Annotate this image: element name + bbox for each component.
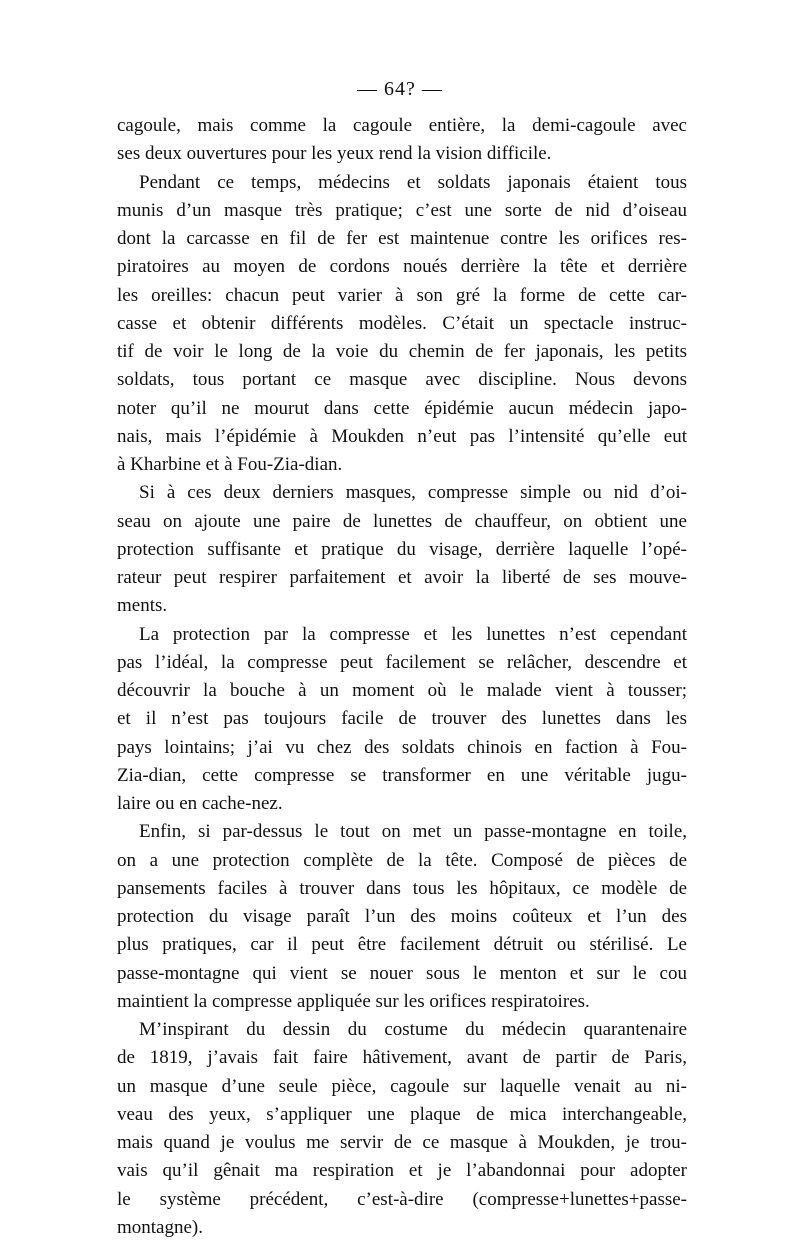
text-line: La protection par la compresse et les lunettes n’est cependant bbox=[139, 623, 687, 645]
text-line: seau on ajoute une paire de lunettes de chauffeur, on obtient une bbox=[117, 510, 687, 532]
text-line: Enfin, si par-dessus le tout on met un passe-montagne en toile, bbox=[139, 821, 687, 843]
text-line: protection suffisante et pratique du visage, derrière laquelle l’opé- bbox=[117, 538, 687, 560]
text-line: munis d’un masque très pratique; c’est une sorte de nid d’oiseau bbox=[117, 199, 687, 221]
text-line: pansements faciles à trouver dans tous les hôpitaux, ce modèle de bbox=[117, 877, 687, 899]
text-line: tif de voir le long de la voie du chemin de fer japonais, les petits bbox=[117, 341, 687, 362]
text-line: Pendant ce temps, médecins et soldats japonais étaient tous bbox=[139, 171, 687, 193]
text-line: pas l’idéal, la compresse peut facilement se relâcher, descendre et bbox=[117, 651, 687, 673]
text-line: Si à ces deux derniers masques, compresse simple ou nid d’oi- bbox=[139, 482, 687, 504]
text-line: protection du visage paraît l’un des moins coûteux et l’un des bbox=[117, 906, 687, 927]
text-line: mais quand je voulus me servir de ce masque à Moukden, je trou- bbox=[117, 1132, 687, 1153]
text-line: et il n’est pas toujours facile de trouver des lunettes dans les bbox=[117, 708, 687, 730]
text-line: ments. bbox=[117, 595, 168, 617]
text-line: soldats, tous portant ce masque avec discipline. Nous devons bbox=[117, 369, 687, 391]
text-line: passe-montagne qui vient se nouer sous le menton et sur le cou bbox=[117, 962, 687, 984]
text-line: on a une protection complète de la tête. Composé de pièces de bbox=[117, 849, 687, 871]
body-text bbox=[117, 112, 687, 1242]
text-line: cagoule, mais comme la cagoule entière, la demi-cagoule avec bbox=[117, 115, 687, 136]
text-line: plus pratiques, car il peut être facilement détruit ou stérilisé. Le bbox=[117, 934, 687, 956]
page-number: — 64? — bbox=[357, 78, 443, 100]
text-line: dont la carcasse en fil de fer est maintenue contre les orifices res- bbox=[117, 228, 687, 249]
text-line: nais, mais l’épidémie à Moukden n’eut pas l’intensité qu’elle eut bbox=[117, 425, 687, 447]
text-line: noter qu’il ne mourut dans cette épidémie aucun médecin japo- bbox=[117, 397, 687, 419]
text-line: ses deux ouvertures pour les yeux rend la vision difficile. bbox=[117, 143, 552, 165]
text-line: laire ou en cache-nez. bbox=[117, 793, 283, 814]
text-line: les oreilles: chacun peut varier à son gré la forme de cette car- bbox=[117, 284, 687, 306]
text-line: piratoires au moyen de cordons noués derrière la tête et derrière bbox=[117, 256, 687, 278]
text-line: à Kharbine et à Fou-Zia-dian. bbox=[117, 454, 343, 475]
text-line: rateur peut respirer parfaitement et avoir la liberté de ses mouve- bbox=[117, 567, 687, 588]
text-line: pays lointains; j’ai vu chez des soldats chinois en faction à Fou- bbox=[117, 736, 687, 758]
text-line: vais qu’il gênait ma respiration et je l’abandonnai pour adopter bbox=[117, 1160, 687, 1182]
text-line: veau des yeux, s’appliquer une plaque de mica interchangeable, bbox=[117, 1103, 687, 1125]
text-line: découvrir la bouche à un moment où le malade vient à tousser; bbox=[117, 680, 687, 701]
text-line: maintient la compresse appliquée sur les orifices respiratoires. bbox=[117, 990, 590, 1012]
text-line: le système précédent, c’est-à-dire (compresse+lunettes+passe- bbox=[117, 1188, 687, 1210]
text-line: M’inspirant du dessin du costume du médecin quarantenaire bbox=[139, 1019, 687, 1040]
text-line: de 1819, j’avais fait faire hâtivement, avant de partir de Paris, bbox=[117, 1047, 687, 1069]
text-line: un masque d’une seule pièce, cagoule sur laquelle venait au ni- bbox=[117, 1075, 687, 1097]
text-line: montagne). bbox=[117, 1216, 204, 1238]
text-line: Zia-dian, cette compresse se transformer en une véritable jugu- bbox=[117, 764, 687, 786]
text-line: casse et obtenir différents modèles. C’était un spectacle instruc- bbox=[117, 312, 687, 334]
